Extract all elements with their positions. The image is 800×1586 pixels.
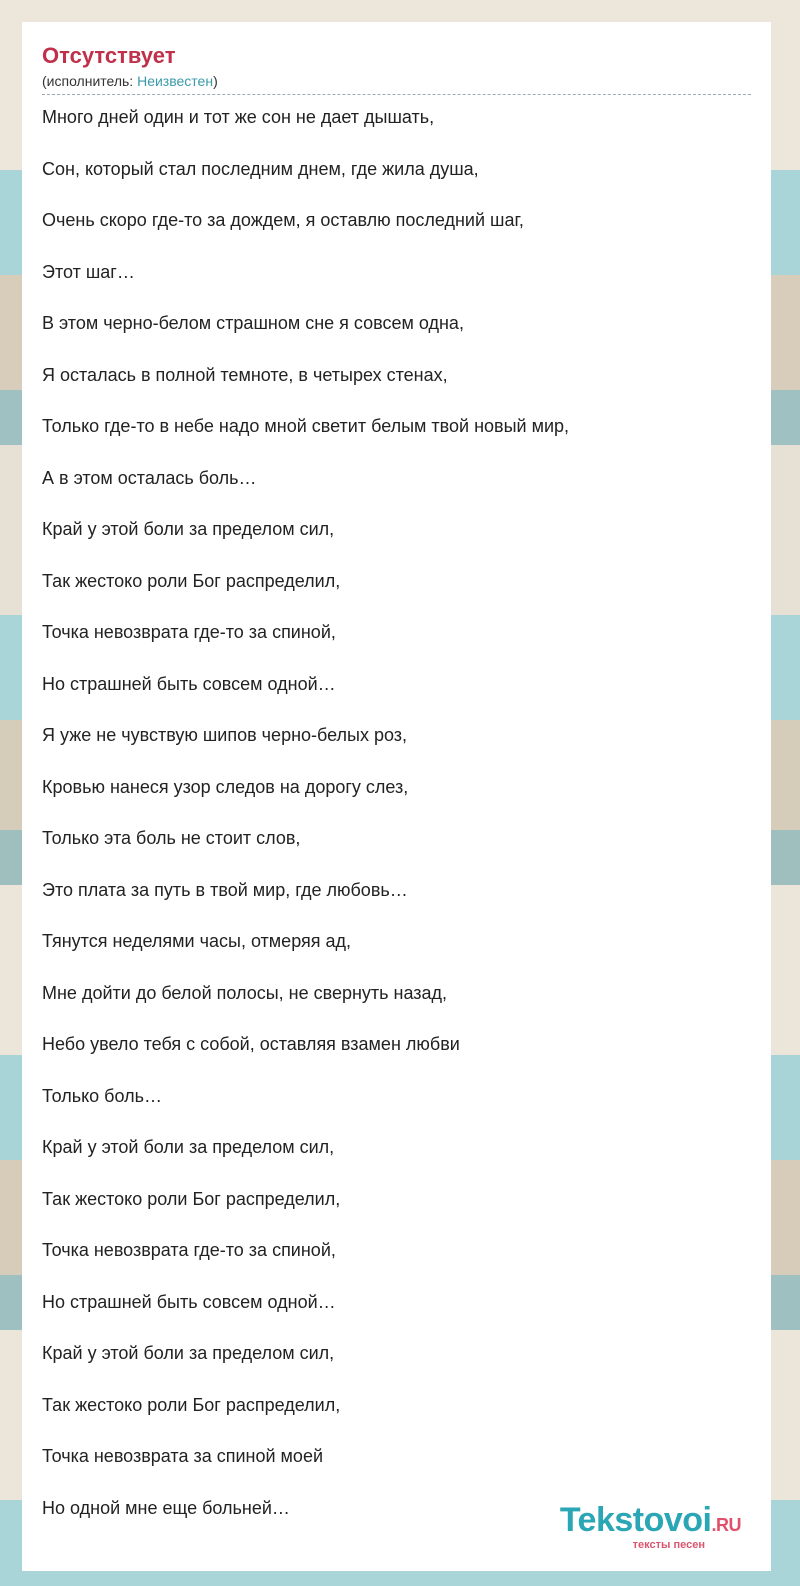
lyric-line: Это плата за путь в твой мир, где любовь… bbox=[42, 879, 408, 900]
lyric-line: В этом черно-белом страшном сне я совсем одна, bbox=[42, 313, 464, 333]
artist-suffix: ) bbox=[213, 73, 218, 89]
lyric-line: Край у этой боли за пределом сил, bbox=[42, 1137, 335, 1157]
lyric-line: Но одной мне еще больней… bbox=[42, 1497, 290, 1518]
lyric-line: Сон, который стал последним днем, где жила душа, bbox=[42, 158, 479, 179]
lyric-line: Но страшней быть совсем одной… bbox=[42, 1291, 336, 1312]
lyric-line: Край у этой боли за пределом сил, bbox=[42, 519, 335, 539]
site-logo[interactable] bbox=[560, 1503, 741, 1551]
lyric-line: Точка невозврата где-то за спиной, bbox=[42, 1240, 336, 1260]
logo-subtitle: тексты песен bbox=[632, 1539, 705, 1551]
artist-link[interactable]: Неизвестен bbox=[137, 73, 214, 89]
title-divider bbox=[42, 94, 751, 95]
lyric-line: Тянутся неделями часы, отмеряя ад, bbox=[42, 931, 352, 951]
lyric-line: Но страшней быть совсем одной… bbox=[42, 673, 336, 694]
lyric-line: Мне дойти до белой полосы, не свернуть назад, bbox=[42, 982, 448, 1003]
lyric-line: Точка невозврата где-то за спиной, bbox=[42, 622, 336, 642]
artist-prefix: (исполнитель: bbox=[42, 73, 138, 89]
lyrics-list bbox=[42, 106, 751, 1548]
lyric-line: Только боль… bbox=[42, 1085, 162, 1106]
logo-main-text: Tekstovoi bbox=[559, 1501, 712, 1539]
lyric-line: Небо увело тебя с собой, оставляя взамен любви bbox=[42, 1034, 460, 1054]
lyric-line: Только эта боль не стоит слов, bbox=[42, 828, 301, 848]
lyric-line: Так жестоко роли Бог распределил, bbox=[42, 570, 341, 591]
lyric-line: Я осталась в полной темноте, в четырех стенах, bbox=[42, 364, 448, 385]
lyric-line: Так жестоко роли Бог распределил, bbox=[42, 1394, 341, 1415]
lyrics-card bbox=[22, 22, 771, 1571]
lyric-line: Так жестоко роли Бог распределил, bbox=[42, 1188, 341, 1209]
lyric-line: Кровью нанеся узор следов на дорогу слез, bbox=[42, 776, 409, 797]
artist-line bbox=[42, 72, 751, 90]
lyric-line: Много дней один и тот же сон не дает дышать, bbox=[42, 107, 435, 127]
song-title: Отсутствует bbox=[42, 43, 176, 68]
lyric-line: Край у этой боли за пределом сил, bbox=[42, 1343, 335, 1363]
logo-wordmark bbox=[560, 1503, 741, 1542]
lyric-line: Только где-то в небе надо мной светит белым твой новый мир, bbox=[42, 416, 570, 436]
logo-tld: .RU bbox=[711, 1515, 741, 1535]
lyric-line: Я уже не чувствую шипов черно-белых роз, bbox=[42, 725, 408, 745]
lyric-line: Этот шаг… bbox=[42, 261, 135, 282]
lyric-line: Точка невозврата за спиной моей bbox=[42, 1446, 324, 1466]
lyric-line: А в этом осталась боль… bbox=[42, 467, 257, 488]
lyric-line: Очень скоро где-то за дождем, я оставлю последний шаг, bbox=[42, 210, 524, 230]
